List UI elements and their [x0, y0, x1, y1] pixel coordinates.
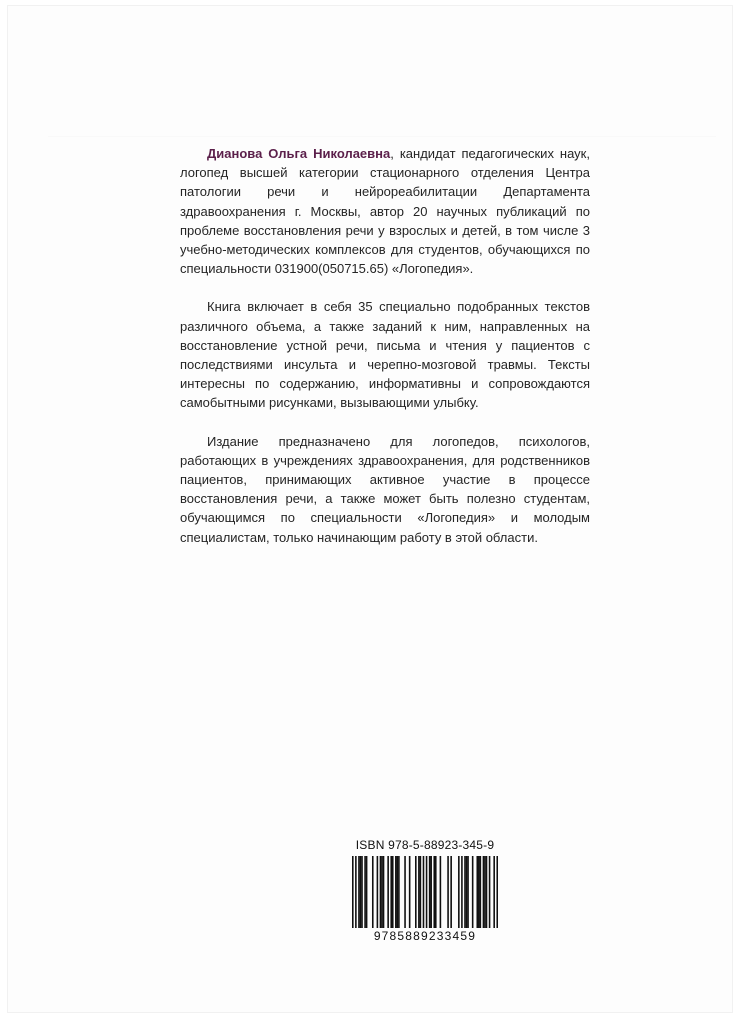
barcode-bar: [433, 856, 435, 928]
description-paragraph-1: Книга включает в себя 35 специально подобранных текстов различного объема, а также заданий к ним, направленных на восстановление устной речи, письма и чтения у пациентов с последствиями инсульта и черепно-мозговой травмы. Тексты интересны по содержанию, информативны и сопровождаются самобытными рисунками, вызывающими улыбку.: [180, 299, 590, 411]
barcode-bar: [381, 856, 383, 928]
barcode-bar: [423, 856, 425, 928]
barcode-bar: [472, 856, 474, 928]
barcode-bar: [397, 856, 399, 928]
barcode-bar: [418, 856, 420, 928]
barcode-bar: [364, 856, 366, 928]
barcode-bar: [355, 856, 357, 928]
author-name: Дианова Ольга Николаевна: [207, 146, 391, 161]
barcode-bar: [464, 856, 466, 928]
barcode-bars: [352, 856, 498, 928]
barcode-bar: [377, 856, 379, 928]
barcode-bar: [358, 856, 360, 928]
barcode-bar: [489, 856, 491, 928]
description-paragraph-2: Издание предназначено для логопедов, психологов, работающих в учреждениях здравоохранения, для родственников пациентов, принимающих активное участие в процессе восстановления речи, а также может быть полезно студентам, обучающимся по специальности «Логопедия» и молодым специалистам, только начинающим работу в этой области.: [180, 433, 590, 545]
barcode-bar: [435, 856, 437, 928]
author-bio: , кандидат педагогических наук, логопед высшей категории стационарного отделения Центра патологии речи и нейрореабилитации Департамента здравоохранения г. Москвы, автор 20 научных публикаций по проблеме восстановления речи у взрослых и детей, в том числе 3 учебно-методических комплексов для студентов, обучающихся по специальности 031900(050715.65) «Логопедия».: [180, 146, 590, 277]
barcode-bar: [478, 856, 480, 928]
barcode-bar: [496, 856, 498, 928]
barcode-bar: [447, 856, 449, 928]
barcode-bar: [392, 856, 394, 928]
barcode-bar: [476, 856, 478, 928]
barcode-bar: [461, 856, 463, 928]
barcode-bar: [360, 856, 362, 928]
barcode-bar: [366, 856, 368, 928]
barcode-bar: [420, 856, 422, 928]
author-paragraph: [180, 144, 590, 278]
barcode-bar: [486, 856, 488, 928]
barcode-bar: [466, 856, 468, 928]
barcode-bar: [430, 856, 432, 928]
barcode-bar: [493, 856, 495, 928]
barcode-bar: [440, 856, 442, 928]
barcode-bar: [484, 856, 486, 928]
barcode-bar: [387, 856, 389, 928]
barcode-bar: [409, 856, 411, 928]
barcode-bar: [458, 856, 460, 928]
barcode-bar: [398, 856, 400, 928]
barcode-bar: [352, 856, 354, 928]
barcode-bar: [404, 856, 406, 928]
barcode-bar: [361, 856, 363, 928]
barcode-bar: [483, 856, 485, 928]
barcode-bar: [380, 856, 382, 928]
barcode-bar: [429, 856, 431, 928]
barcode-bar: [383, 856, 385, 928]
barcode-bar: [480, 856, 482, 928]
isbn-digits: 9785889233459: [373, 929, 477, 943]
barcode-bar: [415, 856, 417, 928]
isbn-label: ISBN 978-5-88923-345-9: [355, 838, 495, 852]
barcode-bar: [390, 856, 392, 928]
faint-watermark: [48, 46, 716, 137]
isbn-barcode: [350, 838, 500, 946]
barcode-bar: [395, 856, 397, 928]
barcode-bar: [426, 856, 428, 928]
barcode-bar: [467, 856, 469, 928]
barcode-bar: [450, 856, 452, 928]
barcode-bar: [372, 856, 374, 928]
book-back-cover: [8, 6, 732, 1012]
annotation-text: [180, 144, 590, 566]
